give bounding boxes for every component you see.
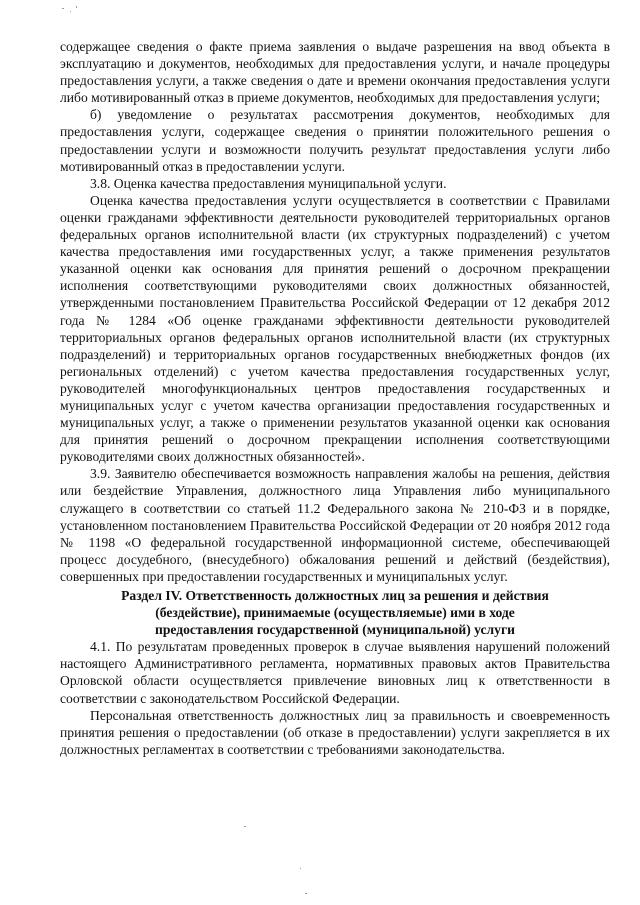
- paragraph-3-9-complaint: 3.9. Заявителю обеспечивается возможность направления жалобы на решения, действия или бездействие Управления, должностного лица Управления либо муниципального служащего в соответствии со статьей 11.2 Федерального закона № 210-ФЗ и в порядке, установленном постановлением Правительства Российской Федерации от 20 ноября 2012 года № 1198 «О федеральной государственной информационной системе, обеспечивающей процесс досудебного, (внесудебного) обжалования решений и действий (бездействия), совершенных при предоставлении государственных и муниципальных услуг.: [60, 466, 610, 584]
- document-page: [60, 38, 610, 758]
- scan-speck: [76, 6, 77, 8]
- section-heading-line-1: Раздел IV. Ответственность должностных лиц за решения и действия: [121, 588, 549, 603]
- scan-speck: [300, 868, 301, 869]
- paragraph-3-8-title: 3.8. Оценка качества предоставления муниципальной услуги.: [90, 175, 447, 191]
- scan-speck: [305, 893, 307, 894]
- section-heading-line-3: предоставления государственной (муниципальной) услуги: [155, 622, 515, 638]
- section-heading-line-2: (бездействие), принимаемые (осуществляемые) ими в ходе: [155, 605, 515, 621]
- paragraph-notification-receipt: содержащее сведения о факте приема заявления о выдаче разрешения на ввод объекта в эксплуатацию и документов, необходимых для предоставления услуги, и начале процедуры предоставления услуги, а также сведения о дате и времени окончания предоставления услуги либо мотивированный отказ в приеме документов, необходимых для предоставления услуги;: [60, 39, 610, 106]
- scan-speck: [244, 826, 246, 827]
- paragraph-notification-result: б) уведомление о результатах рассмотрения документов, необходимых для предоставления услуги, содержащее сведения о принятии положительного решения о предоставлении услуги и возможности получить результат предоставления услуги либо мотивированный отказ в предоставлении услуги.: [60, 107, 610, 174]
- scan-speck: [62, 8, 64, 9]
- scan-speck: [70, 11, 71, 12]
- paragraph-4-1-liability: 4.1. По результатам проведенных проверок в случае выявления нарушений положений настоящего Административного регламента, нормативных правовых актов Правительства Орловской области осуществляется привлечение виновных лиц к ответственности в соответствии с законодательством Российской Федерации.: [60, 639, 610, 706]
- section-heading: [60, 587, 610, 638]
- paragraph-personal-responsibility: Персональная ответственность должностных лиц за правильность и своевременность принятия решения о предоставлении (об отказе в предоставлении) услуги закрепляется в их должностных регламентах в соответствии с требованиями законодательства.: [60, 707, 610, 757]
- paragraph-quality-assessment: Оценка качества предоставления услуги осуществляется в соответствии с Правилами оценки гражданами эффективности деятельности руководителей территориальных органов федеральных органов исполнительной власти (их структурных подразделений) с учетом качества предоставления ими государственных услуг, а также применения результатов указанной оценки как основания для принятия решений о досрочном прекращении исполнения соответствующими руководителями своих должностных обязанностей, утвержденными постановлением Правительства Российской Федерации от 12 декабря 2012 года № 1284 «Об оценке гражданами эффективности деятельности руководителей территориальных органов федеральных органов исполнительной власти (их структурных подразделений) и территориальных органов государственных внебюджетных фондов (их региональных отделений) с учетом качества предоставления государственных услуг, руководителей многофункциональных центров предоставления государственных и муниципальных услуг с учетом качества организации предоставления государственных и муниципальных услуг, а также о применении результатов указанной оценки как основания для принятия решений о досрочном прекращении исполнения соответствующими руководителями своих должностных обязанностей».: [60, 192, 610, 465]
